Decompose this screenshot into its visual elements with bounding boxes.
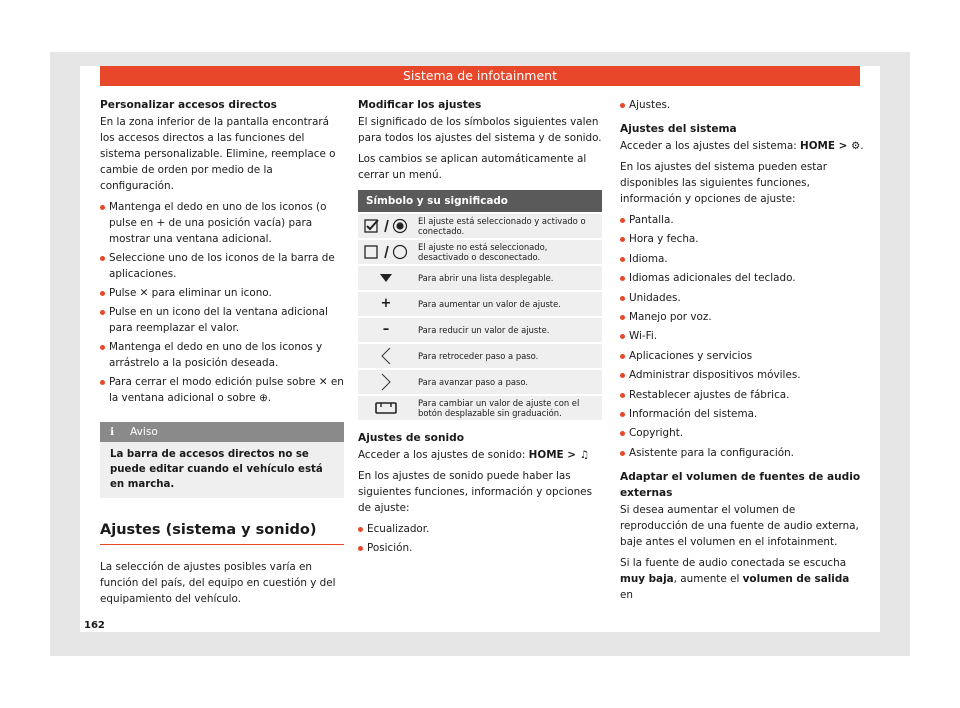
table-cell: Para reducir un valor de ajuste. [414,318,602,342]
table-row [358,318,602,342]
chevron-right-icon [358,370,414,394]
access-text: Acceder a los ajustes del sistema: [620,140,801,152]
table-row [358,214,602,238]
checkbox-empty-radio-off-icon [358,240,414,264]
heading-volumen: Adaptar el volumen de fuentes de audio externas [620,470,861,499]
table-cell: Para abrir una lista desplegable. [414,266,602,290]
list-item: Pantalla. [620,212,864,228]
page-header: Sistema de infotainment [100,66,860,86]
list-item: Administrar dispositivos móviles. [620,367,864,383]
paragraph: En los ajustes de sonido puede haber las siguientes funciones, información y opciones de ajuste: [358,470,592,514]
text-run: en [620,588,633,601]
table-cell: El ajuste no está seleccionado, desactivado o desconectado. [414,240,602,264]
notice-header [100,422,344,442]
list-item: Unidades. [620,290,864,306]
list-item: Aplicaciones y servicios [620,348,864,364]
bullet-list [358,521,602,556]
paragraph: Si desea aumentar el volumen de reproducción de una fuente de audio externa, baje antes el volumen en el infotainment. [620,503,859,548]
list-item: Hora y fecha. [620,231,864,247]
table-cell: El ajuste está seleccionado y activado o conectado. [414,214,602,238]
list-item: Copyright. [620,425,864,441]
text-run: volumen de salida [742,572,850,585]
info-icon: ℹ [110,426,115,438]
notice-text: La barra de accesos directos no se puede editar cuando el vehículo está en marcha. [110,449,323,490]
list-item: Ajustes. [620,97,864,113]
list-item: Posición. [358,540,602,556]
list-item: Idioma. [620,251,864,267]
list-item: Restablecer ajustes de fábrica. [620,387,864,403]
column-2 [358,97,602,559]
paragraph [620,555,864,603]
list-item: Seleccione uno de los iconos de la barra de aplicaciones. [100,250,344,282]
paragraph: Los cambios se aplican automáticamente al cerrar un menú. [358,153,587,181]
paragraph: En los ajustes del sistema pueden estar disponibles las siguientes funciones, información y opciones de ajuste: [620,161,827,205]
text-run: , aumente el [673,572,743,585]
text-run: Si la fuente de audio conectada se escucha [620,556,847,569]
list-item: Ecualizador. [358,521,602,537]
paragraph: El significado de los símbolos siguientes valen para todos los ajustes del sistema y de sonido. [358,116,602,144]
table-cell: Para retroceder paso a paso. [414,344,602,368]
list-item: Pulse en un icono del la ventana adicional para reemplazar el valor. [100,304,344,336]
slider-box-icon [358,396,414,420]
list-item: Mantenga el dedo en uno de los iconos (o pulse en + de una posición vacía) para mostrar una ventana adicional. [100,199,344,247]
list-item: Pulse ✕ para eliminar un icono. [100,285,344,301]
table-row [358,240,602,264]
symbol-table [358,188,602,422]
intro-text: En la zona inferior de la pantalla encontrará los accesos directos a las funciones del sistema personalizable. Elimine, reemplace o cambie de orden por medio de la configuración. [100,116,336,192]
heading-sistema: Ajustes del sistema [620,123,737,135]
list-item: Para cerrar el modo edición pulse sobre ✕ en la ventana adicional o sobre ⊕. [100,374,344,406]
access-path: HOME > [528,449,580,461]
table-cell: Para cambiar un valor de ajuste con el botón desplazable sin graduación. [414,396,602,420]
table-row [358,344,602,368]
system-access: Acceder a los ajustes del sistema: HOME > ⚙. [620,140,864,152]
minus-icon: – [358,318,414,342]
list-item: Asistente para la configuración. [620,445,864,461]
triangle-down-icon [358,266,414,290]
list-item: Información del sistema. [620,406,864,422]
page-number: 162 [84,620,105,631]
table-row [358,266,602,290]
heading-sonido: Ajustes de sonido [358,432,464,444]
bullet-list [620,212,864,461]
notice-title: Aviso [130,426,158,438]
heading-modificar: Modificar los ajustes [358,99,482,111]
list-item: Wi-Fi. [620,328,864,344]
notice-box [100,422,344,498]
text-run: muy baja [620,572,674,585]
checkbox-checked-radio-on-icon [358,214,414,238]
sound-settings-icon: ♫ [579,449,589,461]
table-cell: Para avanzar paso a paso. [414,370,602,394]
table-row [358,370,602,394]
table-row [358,292,602,316]
column-3 [620,97,864,608]
list-item: Mantenga el dedo en uno de los iconos y arrástrelo a la posición deseada. [100,339,344,371]
table-header: Símbolo y su significado [358,190,602,212]
bullet-list [620,97,864,113]
access-text: Acceder a los ajustes de sonido: [358,449,529,461]
section-text: La selección de ajustes posibles varía en función del país, del equipo en cuestión y del equipamiento del vehículo. [100,561,336,605]
table-row [358,396,602,420]
list-item: Idiomas adicionales del teclado. [620,270,864,286]
table-cell: Para aumentar un valor de ajuste. [414,292,602,316]
plus-icon: + [358,292,414,316]
list-item: Manejo por voz. [620,309,864,325]
heading-personalizar: Personalizar accesos directos [100,99,277,111]
chevron-left-icon [358,344,414,368]
sound-access [358,447,602,463]
bullet-list [100,199,344,406]
column-1 [100,97,344,612]
section-title: Ajustes (sistema y sonido) [100,522,344,545]
gear-icon: ⚙ [850,140,861,152]
access-path: HOME > [800,140,851,152]
